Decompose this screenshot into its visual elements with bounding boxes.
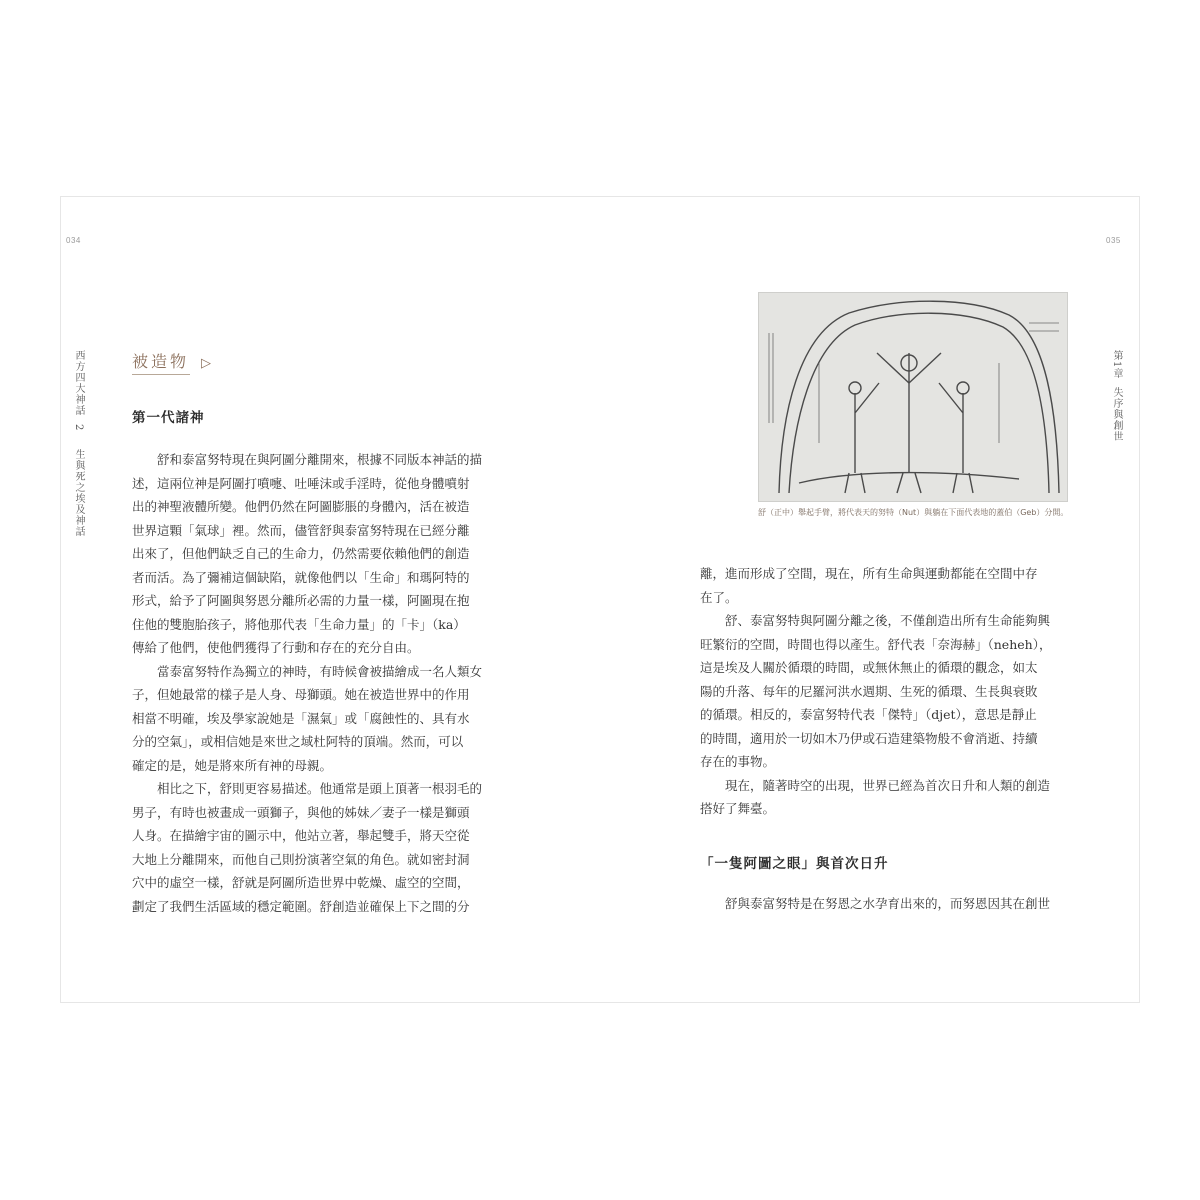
- section-title-rule: [132, 374, 190, 375]
- text-line: 在了。: [700, 589, 738, 605]
- text-line: 相比之下，舒則更容易描述。他通常是頭上頂著一根羽毛的: [132, 781, 483, 796]
- section-title: [132, 349, 214, 372]
- text-line: 確定的是，她是將來所有神的母親。: [132, 757, 333, 773]
- text-line: 劃定了我們生活區域的穩定範圍。舒創造並確保上下之間的分: [132, 898, 470, 914]
- text-line: 搭好了舞臺。: [700, 801, 776, 816]
- text-line: 分的空氣」，或相信她是來世之域杜阿特的頂端。然而，可以: [132, 734, 464, 749]
- left-heading: 第一代諸神: [132, 410, 205, 426]
- left-page-number: 034: [66, 236, 81, 245]
- text-line: 大地上分離開來，而他自己則扮演著空氣的角色。就如密封洞: [132, 851, 470, 867]
- right-running-head: [1110, 350, 1122, 442]
- text-line: 離，進而形成了空間，現在，所有生命與運動都能在空間中存: [700, 566, 1038, 581]
- text-line: 形式，給予了阿圖與努恩分離所必需的力量一樣，阿圖現在抱: [132, 593, 470, 608]
- text-line: 世界這顆「氣球」裡。然而，儘管舒與泰富努特現在已經分離: [132, 522, 470, 538]
- running-head-book: 西方四大神話: [73, 350, 84, 416]
- text-line: 述，這兩位神是阿圖打噴嚏、吐唾沫或手淫時，從他身體噴射: [132, 475, 470, 491]
- text-line: 男子，有時也被畫成一頭獅子，與他的姊妹／妻子一樣是獅頭: [132, 804, 470, 820]
- text-line: 相當不明確，埃及學家說她是「濕氣」或「腐蝕性的、具有水: [132, 710, 470, 726]
- text-line: 當泰富努特作為獨立的神時，有時候會被描繪成一名人類女: [132, 663, 483, 679]
- text-line: 住他的雙胞胎孩子，將他那代表「生命力量」的「卡」（ka）: [132, 616, 466, 632]
- figure-caption: 舒（正中）舉起手臂，將代表天的努特（Nut）與躺在下面代表地的蓋伯（Geb）分開。: [758, 508, 1069, 517]
- text-line: 舒與泰富努特是在努恩之水孕育出來的，而努恩因其在創世: [700, 896, 1051, 911]
- running-head-chapter-label: 第1章: [1111, 350, 1122, 380]
- text-line: 這是埃及人關於循環的時間，或無休無止的循環的觀念，如太: [700, 660, 1038, 675]
- egyptian-papyrus-illustration: [758, 292, 1068, 502]
- right-body-text-2: [700, 892, 1072, 916]
- text-line: 舒和泰富努特現在與阿圖分離開來，根據不同版本神話的描: [132, 452, 483, 467]
- left-running-head: [72, 350, 84, 537]
- text-line: 的循環。相反的，泰富努特代表「傑特」（djet），意思是靜止: [700, 707, 1037, 722]
- text-line: 舒、泰富努特與阿圖分離之後，不僅創造出所有生命能夠興: [700, 613, 1051, 628]
- running-head-title: 生與死之埃及神話: [73, 449, 84, 538]
- right-body-text: [700, 562, 1072, 821]
- section-title-text: 被造物: [132, 352, 190, 371]
- text-line: 者而活。為了彌補這個缺陷，就像他們以「生命」和瑪阿特的: [132, 569, 470, 585]
- text-line: 出的神聖液體所變。他們仍然在阿圖膨脹的身體內，活在被造: [132, 499, 470, 514]
- text-line: 存在的事物。: [700, 754, 776, 769]
- triangle-right-icon: ▷: [201, 356, 215, 371]
- running-head-volume: 2: [73, 424, 84, 432]
- text-line: 的時間，適用於一切如木乃伊或石造建築物般不會消逝、持續: [700, 730, 1038, 746]
- text-line: 出來了，但他們缺乏自己的生命力，仍然需要依賴他們的創造: [132, 546, 470, 561]
- text-line: 現在，隨著時空的出現，世界已經為首次日升和人類的創造: [700, 777, 1051, 793]
- text-line: 旺繁衍的空間，時間也得以產生。舒代表「奈海赫」（neheh），: [700, 636, 1052, 652]
- right-heading: 「一隻阿圖之眼」與首次日升: [700, 856, 889, 872]
- left-body-text: [132, 448, 502, 918]
- text-line: 子，但她最常的樣子是人身、母獅頭。她在被造世界中的作用: [132, 687, 470, 702]
- text-line: 人身。在描繪宇宙的圖示中，他站立著，舉起雙手，將天空從: [132, 828, 470, 843]
- running-head-chapter-title: 失序與創世: [1111, 387, 1122, 443]
- text-line: 穴中的虛空一樣，舒就是阿圖所造世界中乾燥、虛空的空間，: [132, 875, 470, 890]
- text-line: 傳給了他們，使他們獲得了行動和存在的充分自由。: [132, 640, 420, 655]
- text-line: 陽的升落、每年的尼羅河洪水週期、生死的循環、生長與衰敗: [700, 683, 1038, 699]
- right-page-number: 035: [1106, 236, 1121, 245]
